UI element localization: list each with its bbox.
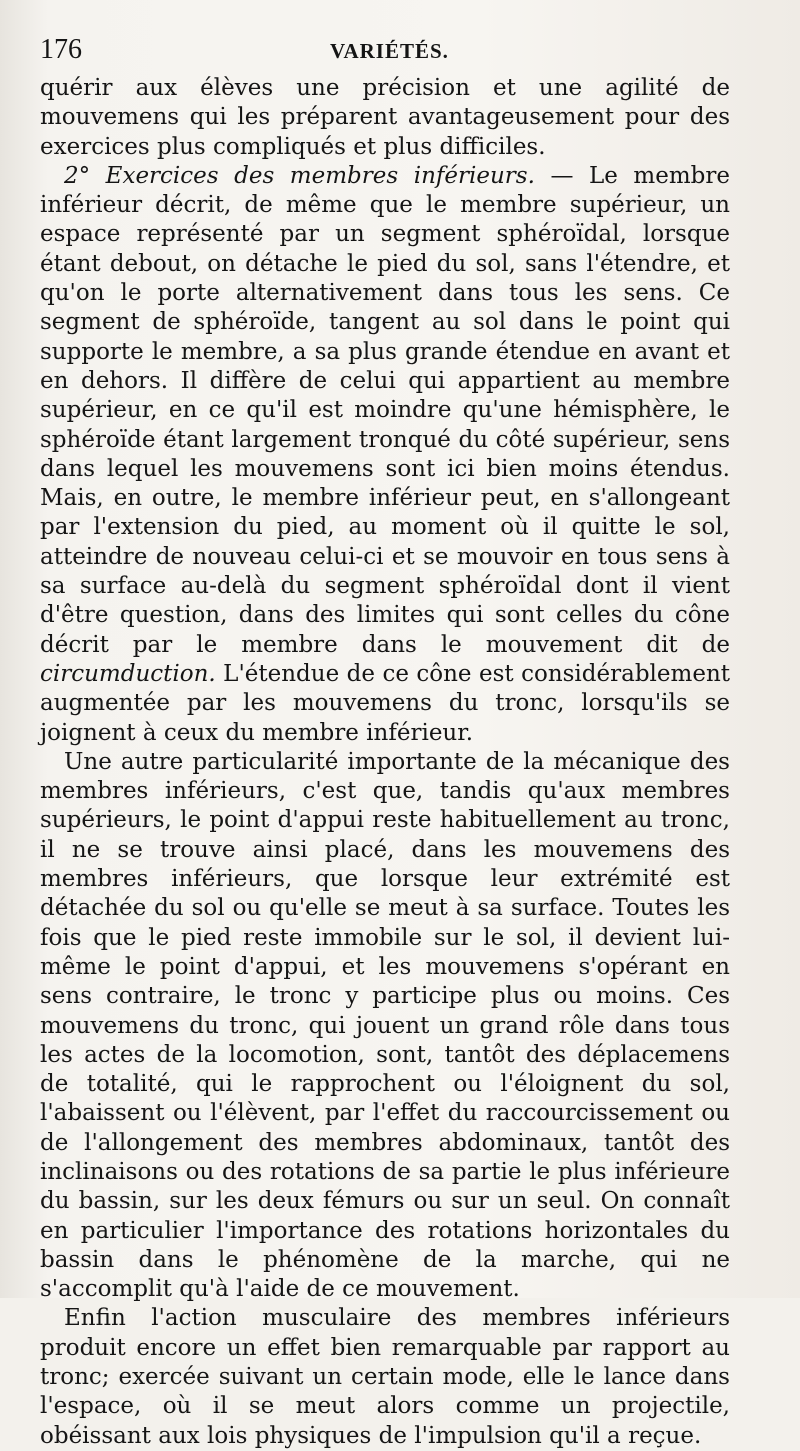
running-title: VARIÉTÉS. — [330, 39, 449, 63]
section-heading: 2° Exercices des membres inférieurs. — [64, 162, 535, 189]
italic-term: circumduction. — [40, 660, 216, 687]
paragraph-text-part: — Le membre inférieur décrit, de même que le membre supérieur, un espace représenté par un segment sphéroïdal, lorsque étant debout, on détache le pied du sol, sans l'étendre, et qu'on le porte alternativement dans tous les sens. Ce segment de sphéroïde, tangent au sol dans le point qui supporte le membre, a sa plus grande étendue en avant et en dehors. Il diffère de celui qui appartient au membre supérieur, en ce qu'il est moindre qu'une hémisphère, le sphéroïde étant largement tronqué du côté supérieur, sens dans lequel les mouvemens sont ici bien moins étendus. Mais, en outre, le membre inférieur peut, en s'allongeant par l'extension du pied, au moment où il quitte le sol, atteindre de nouveau celui-ci et se mouvoir en tous sens à sa surface au-delà du segment sphéroïdal dont il vient d'être question, dans des limites qui sont celles du cône décrit par le membre dans le mouvement dit de — [40, 162, 730, 658]
paragraph-lower-limbs — [40, 162, 730, 748]
page-header — [40, 34, 740, 74]
paragraph-muscular-action: Enfin l'action musculaire des membres inférieurs produit encore un effet bien remarquable par rapport au tronc; exercée suivant un certain mode, elle le lance dans l'espace, où il se meut alors comme un projectile, obéissant aux lois physiques de l'impulsion qu'il a reçue. — [40, 1305, 730, 1449]
paragraph-mechanics: Une autre particularité importante de la mécanique des membres inférieurs, c'est que, tandis qu'aux membres supérieurs, le point d'appui reste habituellement au tronc, il ne se trouve ainsi placé, dans les mouvemens des membres inférieurs, que lorsque leur extrémité est détachée du sol ou qu'elle se meut à sa surface. Toutes les fois que le pied reste immobile sur le sol, il devient lui-même le point d'appui, et les mouvemens s'opérant en sens contraire, le tronc y participe plus ou moins. Ces mouvemens du tronc, qui jouent un grand rôle dans tous les actes de la locomotion, sont, tantôt des déplacemens de totalité, qui le rapprochent ou l'éloignent du sol, l'abaissent ou l'élèvent, par l'effet du raccourcissement ou de l'allongement des membres abdominaux, tantôt des inclinaisons ou des rotations de sa partie le plus inférieure du bassin, sur les deux fémurs ou sur un seul. On connaît en particulier l'importance des rotations horizontales du bassin dans le phénomène de la marche, qui ne s'accomplit qu'à l'aide de ce mouvement. — [40, 748, 730, 1303]
paragraph-text-part: L'étendue de ce cône est considérablement augmentée par les mouvemens du tronc, lorsqu'ils se joignent à ceux du membre inférieur. — [40, 660, 730, 746]
paragraph-continuation: quérir aux élèves une précision et une agilité de mouvemens qui les préparent avantageusement pour des exercices plus compliqués et plus difficiles. — [40, 75, 730, 160]
page-number: 176 — [40, 34, 82, 65]
page-text — [40, 74, 730, 1451]
